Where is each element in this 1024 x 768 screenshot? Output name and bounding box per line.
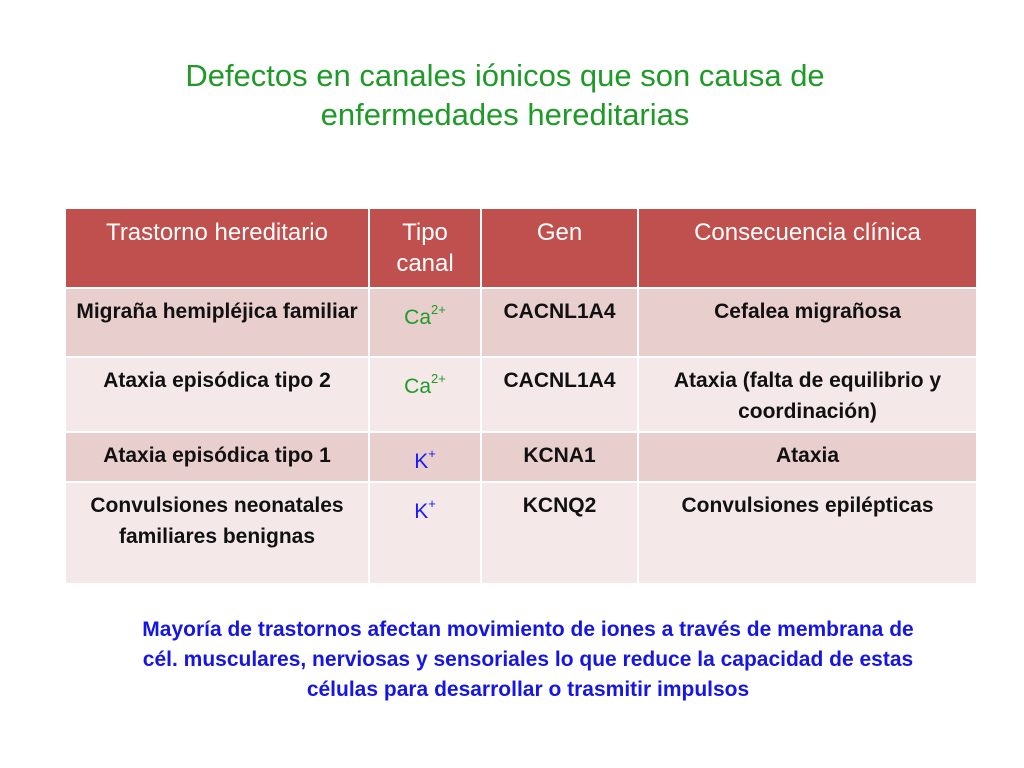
canal-charge: + — [428, 446, 436, 461]
table-row — [65, 357, 977, 432]
cell-consecuencia: Convulsiones epilépticas — [638, 482, 977, 584]
cell-trastorno: Ataxia episódica tipo 1 — [65, 432, 369, 482]
footnote-text: Mayoría de trastornos afectan movimiento de iones a través de membrana de cél. musculares, nerviosas y sensoriales lo que reduce la capacidad de estas células para desarrollar o trasmitir impulsos — [142, 618, 914, 701]
header-gen: Gen — [481, 208, 638, 288]
table-row — [65, 432, 977, 482]
canal-ion: K — [414, 450, 429, 473]
slide-title: Defectos en canales iónicos que son causa de enfermedades hereditarias — [185, 58, 825, 132]
canal-ion: Ca — [404, 306, 432, 329]
table-header-row — [65, 208, 977, 288]
cell-trastorno: Migraña hemipléjica familiar — [65, 288, 369, 357]
cell-consecuencia: Cefalea migrañosa — [638, 288, 977, 357]
cell-trastorno: Convulsiones neonatales familiares benignas — [65, 482, 369, 584]
canal-charge: + — [428, 496, 436, 511]
header-trastorno: Trastorno hereditario — [65, 208, 369, 288]
cell-gen: KCNQ2 — [481, 482, 638, 584]
cell-gen: KCNA1 — [481, 432, 638, 482]
table-row — [65, 288, 977, 357]
cell-tipo-canal — [369, 482, 481, 584]
cell-gen: CACNL1A4 — [481, 288, 638, 357]
cell-tipo-canal — [369, 357, 481, 432]
canal-charge: 2+ — [431, 302, 446, 317]
ion-channel-table — [64, 207, 978, 585]
header-tipo-canal: Tipo canal — [369, 208, 481, 288]
header-consecuencia: Consecuencia clínica — [638, 208, 977, 288]
cell-trastorno: Ataxia episódica tipo 2 — [65, 357, 369, 432]
cell-consecuencia: Ataxia (falta de equilibrio y coordinación) — [638, 357, 977, 432]
canal-ion: Ca — [404, 375, 432, 398]
canal-charge: 2+ — [431, 371, 446, 386]
cell-tipo-canal — [369, 288, 481, 357]
cell-gen: CACNL1A4 — [481, 357, 638, 432]
table-row — [65, 482, 977, 584]
cell-consecuencia: Ataxia — [638, 432, 977, 482]
canal-ion: K — [414, 500, 429, 523]
cell-tipo-canal — [369, 432, 481, 482]
